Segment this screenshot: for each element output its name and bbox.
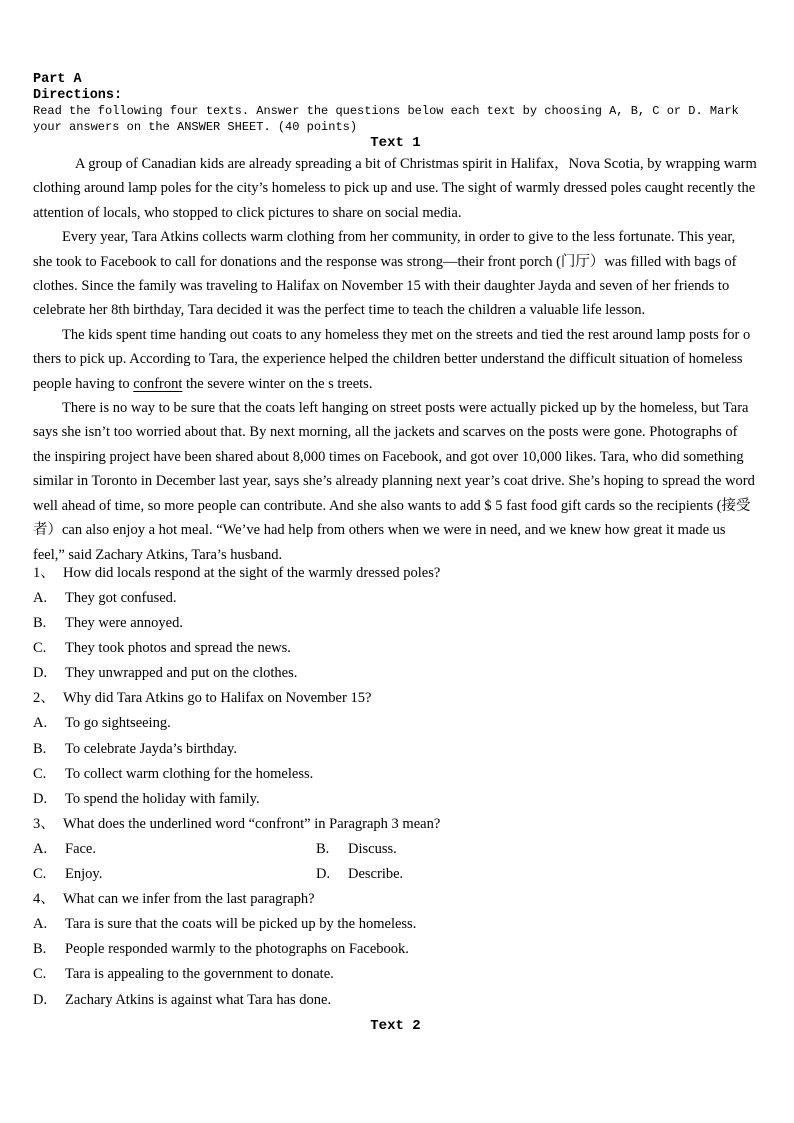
- option-letter: B.: [316, 840, 330, 857]
- option-text: People responded warmly to the photographs on Facebook.: [65, 941, 409, 958]
- question-2-text: Why did Tara Atkins go to Halifax on November 15?: [63, 690, 372, 707]
- question-2-option-a: [33, 711, 758, 736]
- option-text: Tara is appealing to the government to donate.: [65, 966, 334, 983]
- option-text: To go sightseeing.: [65, 715, 171, 732]
- question-2-option-c: [33, 762, 758, 787]
- option-letter: A.: [33, 590, 48, 606]
- question-3-option-a: [33, 837, 316, 862]
- option-letter: D.: [33, 790, 48, 807]
- option-letter: A.: [33, 916, 48, 933]
- option-letter: D.: [316, 866, 331, 883]
- question-3-option-c: [33, 862, 316, 887]
- question-2-option-b: [33, 737, 758, 762]
- question-2-stem: [33, 686, 758, 711]
- option-letter: C.: [33, 966, 47, 983]
- option-letter: A.: [33, 840, 48, 857]
- question-3-stem: [33, 812, 758, 837]
- question-4-option-b: [33, 937, 758, 962]
- option-letter: B.: [33, 615, 47, 632]
- passage-paragraph-3: [33, 323, 758, 396]
- underlined-word-confront: confront: [133, 375, 183, 392]
- question-2: [33, 686, 758, 811]
- question-4: [33, 887, 758, 1012]
- directions-label: Directions:: [33, 88, 123, 103]
- option-text: They got confused.: [65, 590, 177, 606]
- option-text: Describe.: [348, 866, 404, 883]
- passage-paragraph-4: There is no way to be sure that the coats left hanging on street posts were actually picked up by the homeless, but Tara says she isn’t too worried about that. By next morning, all the jackets and scarves on the posts were gone. Photographs of the inspiring project have been shared about 8,000 times on Facebook, and got over 10,000 likes. Tara, who did something similar in Toronto in December last year, says she’s already planning next year’s coat drive. She’s hoping to spread the word well ahead of time, so more people can contribute. And she also wants to add $ 5 fast food gift cards so the recipients (接受者）can also enjoy a hot meal. “We’ve had help from others when we were in need, and we knew how great it made us feel,” said Zachary Atkins, Tara’s husband.: [33, 400, 755, 563]
- option-text: They unwrapped and put on the clothes.: [65, 665, 298, 682]
- question-3-text: What does the underlined word “confront” in Paragraph 3 mean?: [63, 815, 441, 832]
- option-text: Discuss.: [348, 840, 397, 857]
- question-3-number: 3、: [33, 815, 55, 832]
- option-letter: D.: [33, 665, 48, 682]
- option-text: Face.: [65, 840, 96, 857]
- passage-paragraph-2: Every year, Tara Atkins collects warm clothing from her community, in order to give to the less fortunate. This year, she took to Facebook to call for donations and the response was strong—their front porch (门厅）was filled with bags of clothes. Since the family was traveling to Halifax on November 15 with their daughter Jayda and seven of her friends to celebrate her 8th birthday, Tara decided it was the perfect time to teach the children a valuable life lesson.: [33, 229, 737, 319]
- paragraph-3-pre-text: The kids spent time handing out coats to any homeless they met on the streets and tied the rest around lamp posts for o thers to pick up. According to Tara, the experience helped the children better understand the difficult situation of homeless people having to: [33, 326, 751, 392]
- section-header: [33, 72, 758, 135]
- question-1-option-b: [33, 611, 758, 636]
- question-4-text: What can we infer from the last paragraph?: [63, 891, 315, 908]
- part-label: Part A: [33, 72, 82, 87]
- option-text: To celebrate Jayda’s birthday.: [65, 740, 237, 757]
- option-letter: C.: [33, 866, 47, 883]
- question-3-options-grid: [33, 837, 758, 887]
- question-4-option-a: [33, 912, 758, 937]
- option-text: Tara is sure that the coats will be picked up by the homeless.: [65, 916, 417, 933]
- question-3: [33, 812, 758, 887]
- questions-section: [33, 561, 758, 1013]
- text1-title: Text 1: [370, 135, 421, 151]
- paragraph-3-post-text: the severe winter on the s treets.: [182, 375, 373, 392]
- option-text: To collect warm clothing for the homeless.: [65, 765, 314, 782]
- question-1-option-d: [33, 661, 758, 686]
- option-text: To spend the holiday with family.: [65, 790, 260, 807]
- question-1-option-a: [33, 586, 758, 611]
- option-text: They took photos and spread the news.: [65, 640, 291, 657]
- question-1-option-c: [33, 636, 758, 661]
- option-letter: A.: [33, 715, 48, 732]
- option-letter: B.: [33, 941, 47, 958]
- text2-title: Text 2: [370, 1017, 421, 1034]
- question-2-option-d: [33, 787, 758, 812]
- option-letter: C.: [33, 765, 47, 782]
- question-4-number: 4、: [33, 891, 55, 908]
- question-1-stem: [33, 561, 758, 586]
- option-text: They were annoyed.: [65, 615, 183, 632]
- question-1-number: 1、: [33, 564, 55, 581]
- passage-paragraph-1: A group of Canadian kids are already spreading a bit of Christmas spirit in Halifax，Nova Scotia, by wrapping warm clothing around lamp poles for the city’s homeless to pick up and use. The sight of warmly dressed poles caught recently the attention of locals, who stopped to click pictures to share on social media.: [33, 156, 757, 221]
- option-text: Enjoy.: [65, 866, 103, 883]
- question-3-option-b: [316, 837, 758, 862]
- question-1: [33, 561, 758, 686]
- directions-text-line2: your answers on the ANSWER SHEET. (40 points): [33, 119, 358, 134]
- question-3-option-d: [316, 862, 758, 887]
- reading-passage: [33, 152, 758, 567]
- question-4-option-d: [33, 988, 758, 1013]
- question-4-option-c: [33, 962, 758, 987]
- option-letter: D.: [33, 991, 48, 1008]
- directions-text-line1: Read the following four texts. Answer the questions below each text by choosing A, B, C or D. Mark: [33, 104, 739, 118]
- option-text: Zachary Atkins is against what Tara has done.: [65, 991, 332, 1008]
- question-4-stem: [33, 887, 758, 912]
- option-letter: B.: [33, 740, 47, 757]
- question-1-text: How did locals respond at the sight of the warmly dressed poles?: [63, 564, 441, 581]
- option-letter: C.: [33, 640, 47, 657]
- question-2-number: 2、: [33, 690, 55, 707]
